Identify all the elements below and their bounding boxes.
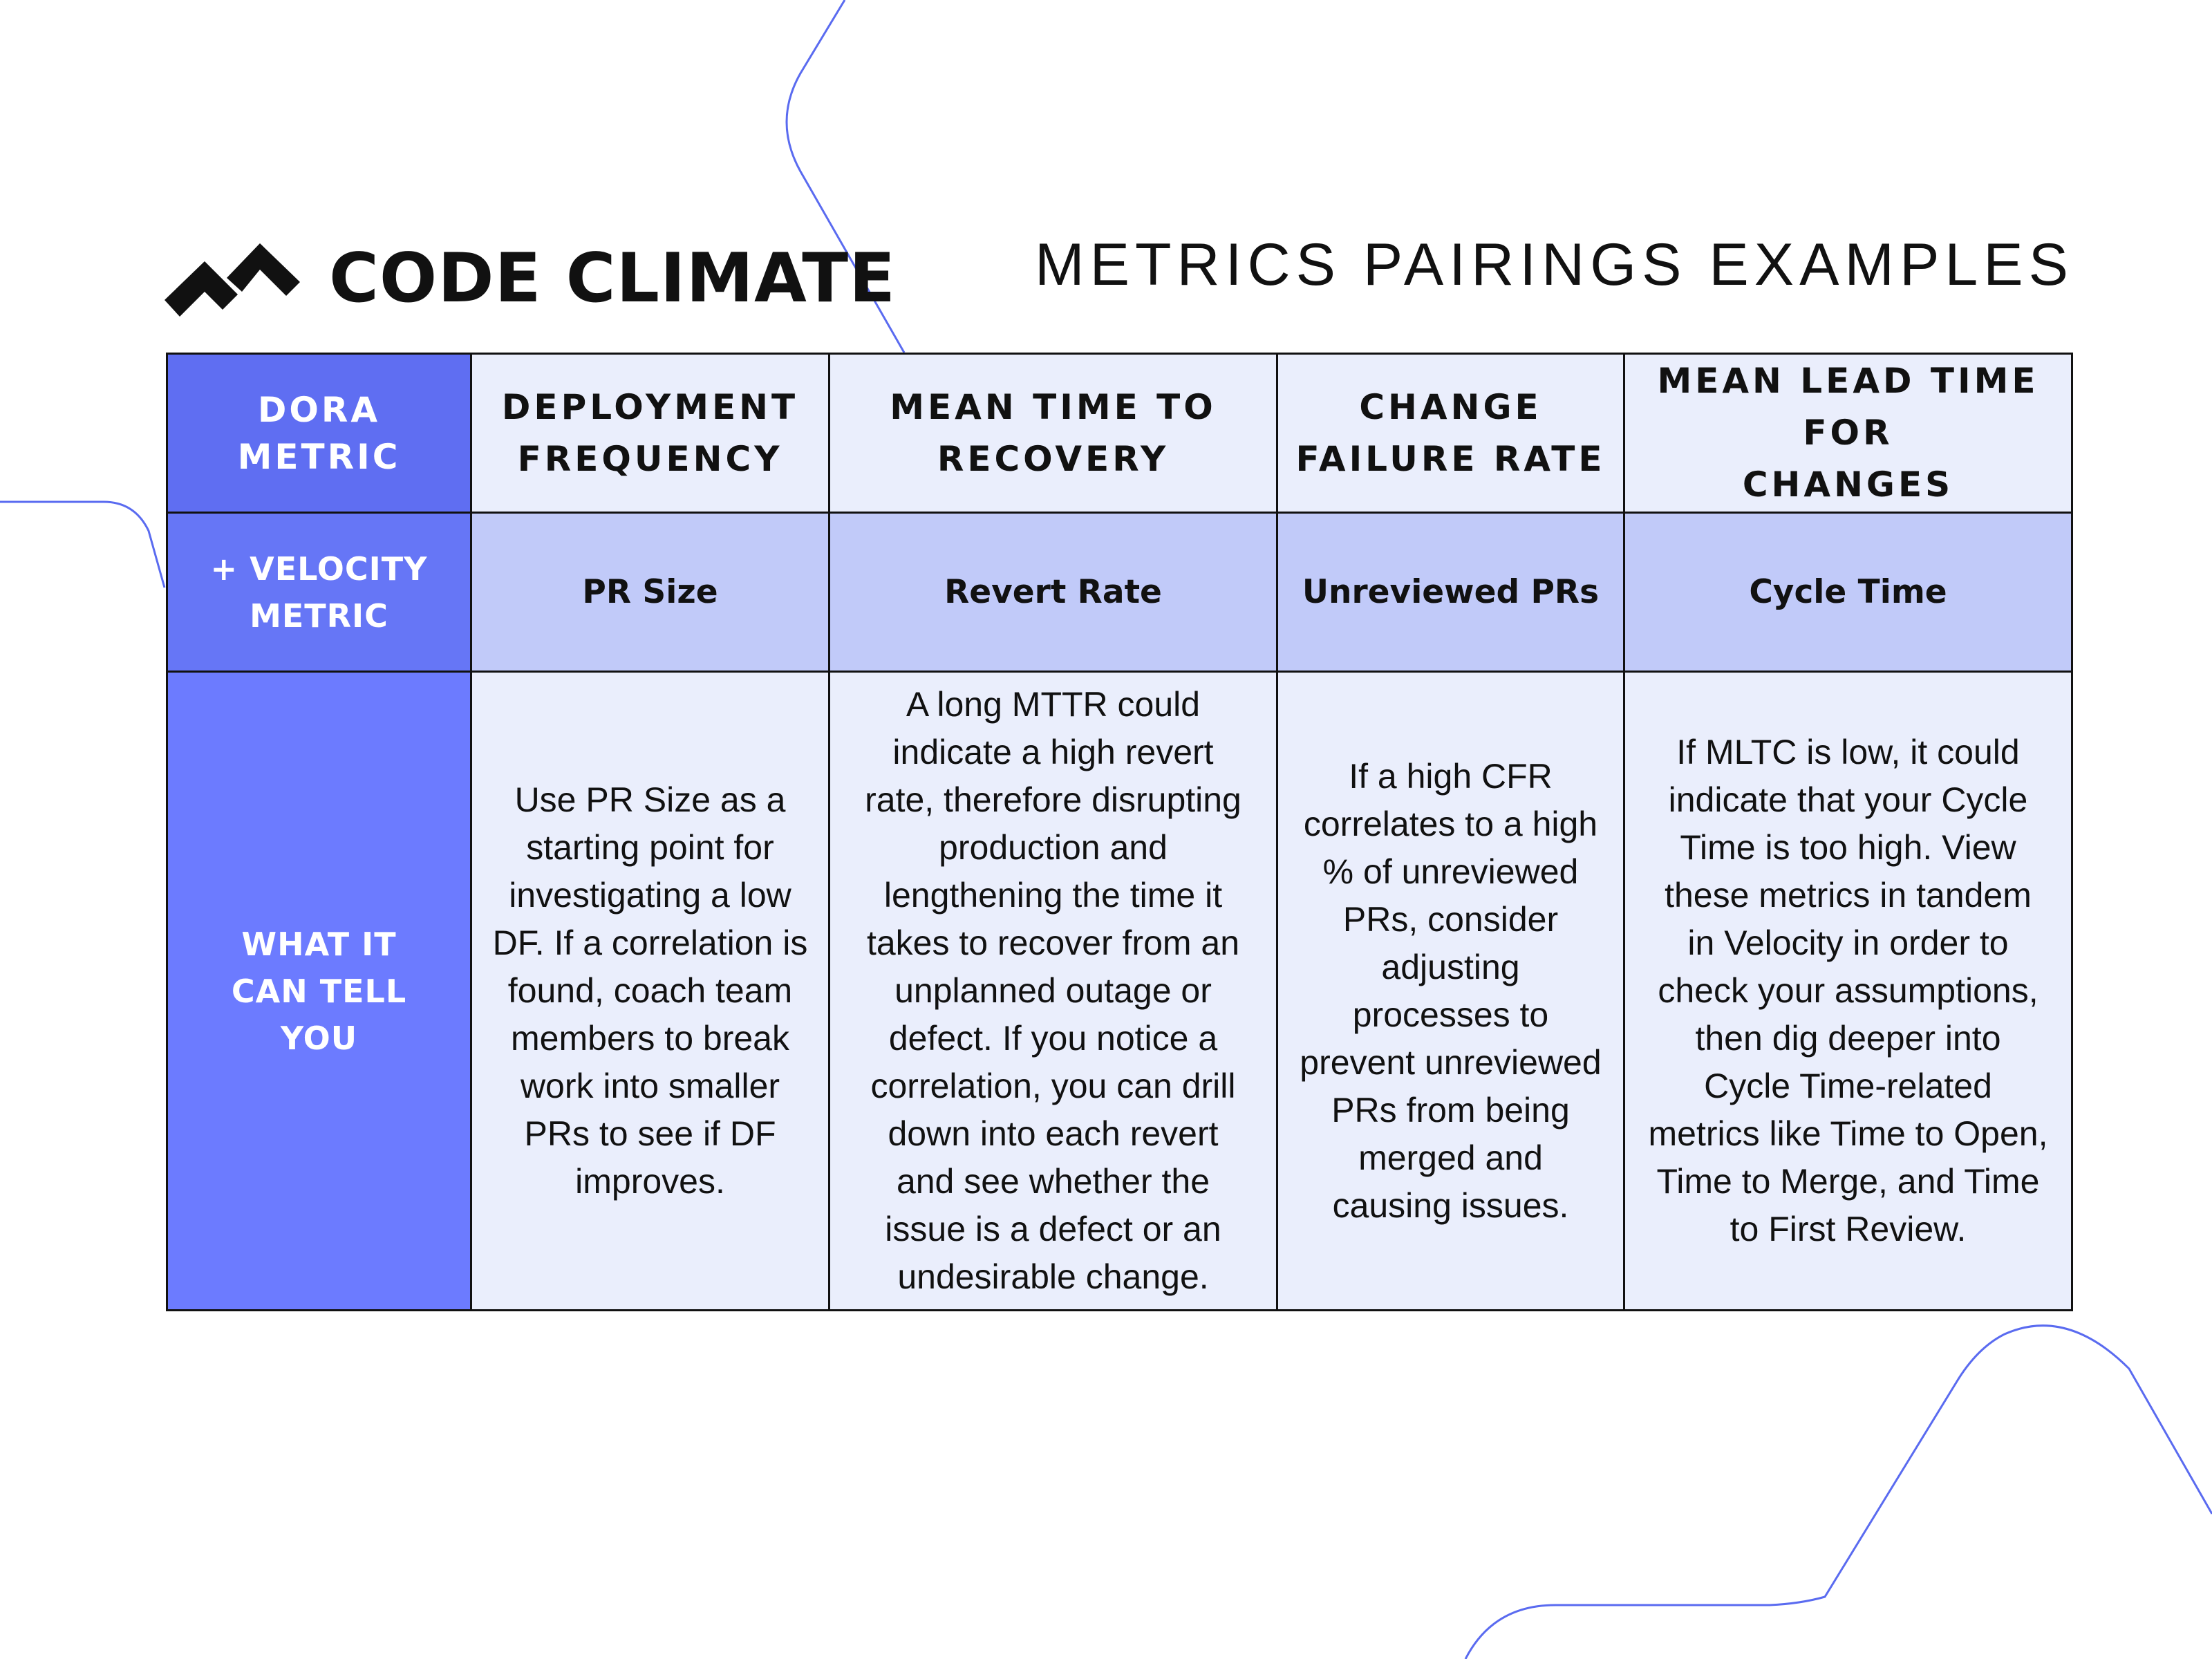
description-line: Cycle Time-related [1704,1067,1992,1105]
description-line: to First Review. [1730,1210,1967,1248]
row-header-dora-metric: DORA METRIC [167,354,471,513]
description-line: processes to [1352,995,1549,1034]
description-line: defect. If you notice a [888,1019,1218,1058]
description-line: prevent unreviewed [1300,1042,1602,1082]
velocity-metric-row [167,513,2072,672]
description-line: check your assumptions, [1658,971,2038,1010]
description-line: and see whether the [896,1162,1210,1201]
dora-header-change-failure-rate [1277,354,1624,513]
description-line: A long MTTR could [906,685,1201,724]
description-line: indicate a high revert [892,733,1214,771]
description-line: rate, therefore disrupting [865,780,1241,819]
description-line: causing issues. [1332,1185,1569,1225]
description-line: If a high CFR [1349,756,1553,796]
description-line: Time is too high. View [1680,828,2016,867]
description-line: starting point for [526,828,774,867]
description-line: Time to Merge, and Time [1656,1162,2040,1201]
description-line: members to break [511,1019,789,1058]
header-line: CHANGE [1359,386,1542,427]
description-line: indicate that your Cycle [1668,780,2028,819]
header-line: DEPLOYMENT [501,386,799,427]
header-line: FAILURE RATE [1295,438,1606,479]
row-header-what-it-can-tell-you [167,672,471,1311]
description-line: lengthening the time it [883,876,1223,915]
dora-header-mean-time-to-recovery [830,354,1277,513]
row-header-label: WHAT IT CAN TELL YOU [231,925,407,1057]
description-line: metrics like Time to Open, [1648,1114,2048,1153]
left-curve-line [0,502,165,588]
code-climate-logo [165,234,896,324]
description-line: then dig deeper into [1695,1019,2001,1058]
description-line: in Velocity in order to [1687,924,2009,962]
description-line: undesirable change. [897,1257,1209,1296]
code-climate-mountain-icon [165,241,300,317]
description-line: merged and [1358,1138,1543,1177]
description-line: correlation, you can drill [870,1067,1236,1105]
row-header-velocity-metric [167,513,471,672]
row-header-label: + VELOCITY METRIC [210,550,428,635]
velocity-cell-revert-rate: Revert Rate [830,513,1277,672]
what-it-can-tell-you-row [167,672,2072,1311]
description-line: found, coach team [507,971,793,1010]
description-line: PRs, consider [1342,899,1559,939]
description-line: improves. [575,1162,725,1201]
description-line: PRs from being [1331,1090,1570,1130]
velocity-cell-pr-size: PR Size [471,513,830,672]
header-line: CHANGES [1742,465,1954,505]
velocity-cell-unreviewed-prs: Unreviewed PRs [1277,513,1624,672]
description-line: production and [939,828,1168,867]
header-line: FREQUENCY [517,438,783,479]
description-line: If MLTC is low, it could [1676,733,2020,771]
bottom-right-curve-line [1465,1326,2212,1659]
metrics-pairings-table [166,353,2073,1311]
description-cell [1277,672,1624,1311]
description-line: work into smaller [520,1067,780,1105]
description-line: unplanned outage or [894,971,1212,1010]
description-line: DF. If a correlation is [492,924,808,962]
description-cell [1624,672,2072,1311]
description-line: these metrics in tandem [1665,876,2032,915]
description-line: adjusting [1381,947,1520,986]
description-line: down into each revert [888,1114,1219,1153]
dora-metric-row [167,354,2072,513]
description-cell [830,672,1277,1311]
logo-wordmark: CODE CLIMATE [329,239,897,318]
header-line: MEAN TIME TO [890,386,1217,427]
description-line: investigating a low [509,876,791,915]
description-line: Use PR Size as a [514,780,786,819]
description-line: issue is a defect or an [885,1210,1221,1248]
description-line: correlates to a high [1303,804,1598,843]
description-line: % of unreviewed [1322,852,1579,891]
header-line: MEAN LEAD TIME FOR [1657,361,2039,453]
description-line: PRs to see if DF [524,1114,776,1153]
page-title: METRICS PAIRINGS EXAMPLES [1034,232,2074,298]
dora-header-deployment-frequency [471,354,830,513]
velocity-cell-cycle-time: Cycle Time [1624,513,2072,672]
header-line: RECOVERY [937,438,1170,479]
dora-header-mean-lead-time-for-changes [1624,354,2072,513]
description-cell [471,672,830,1311]
description-line: takes to recover from an [866,924,1240,962]
